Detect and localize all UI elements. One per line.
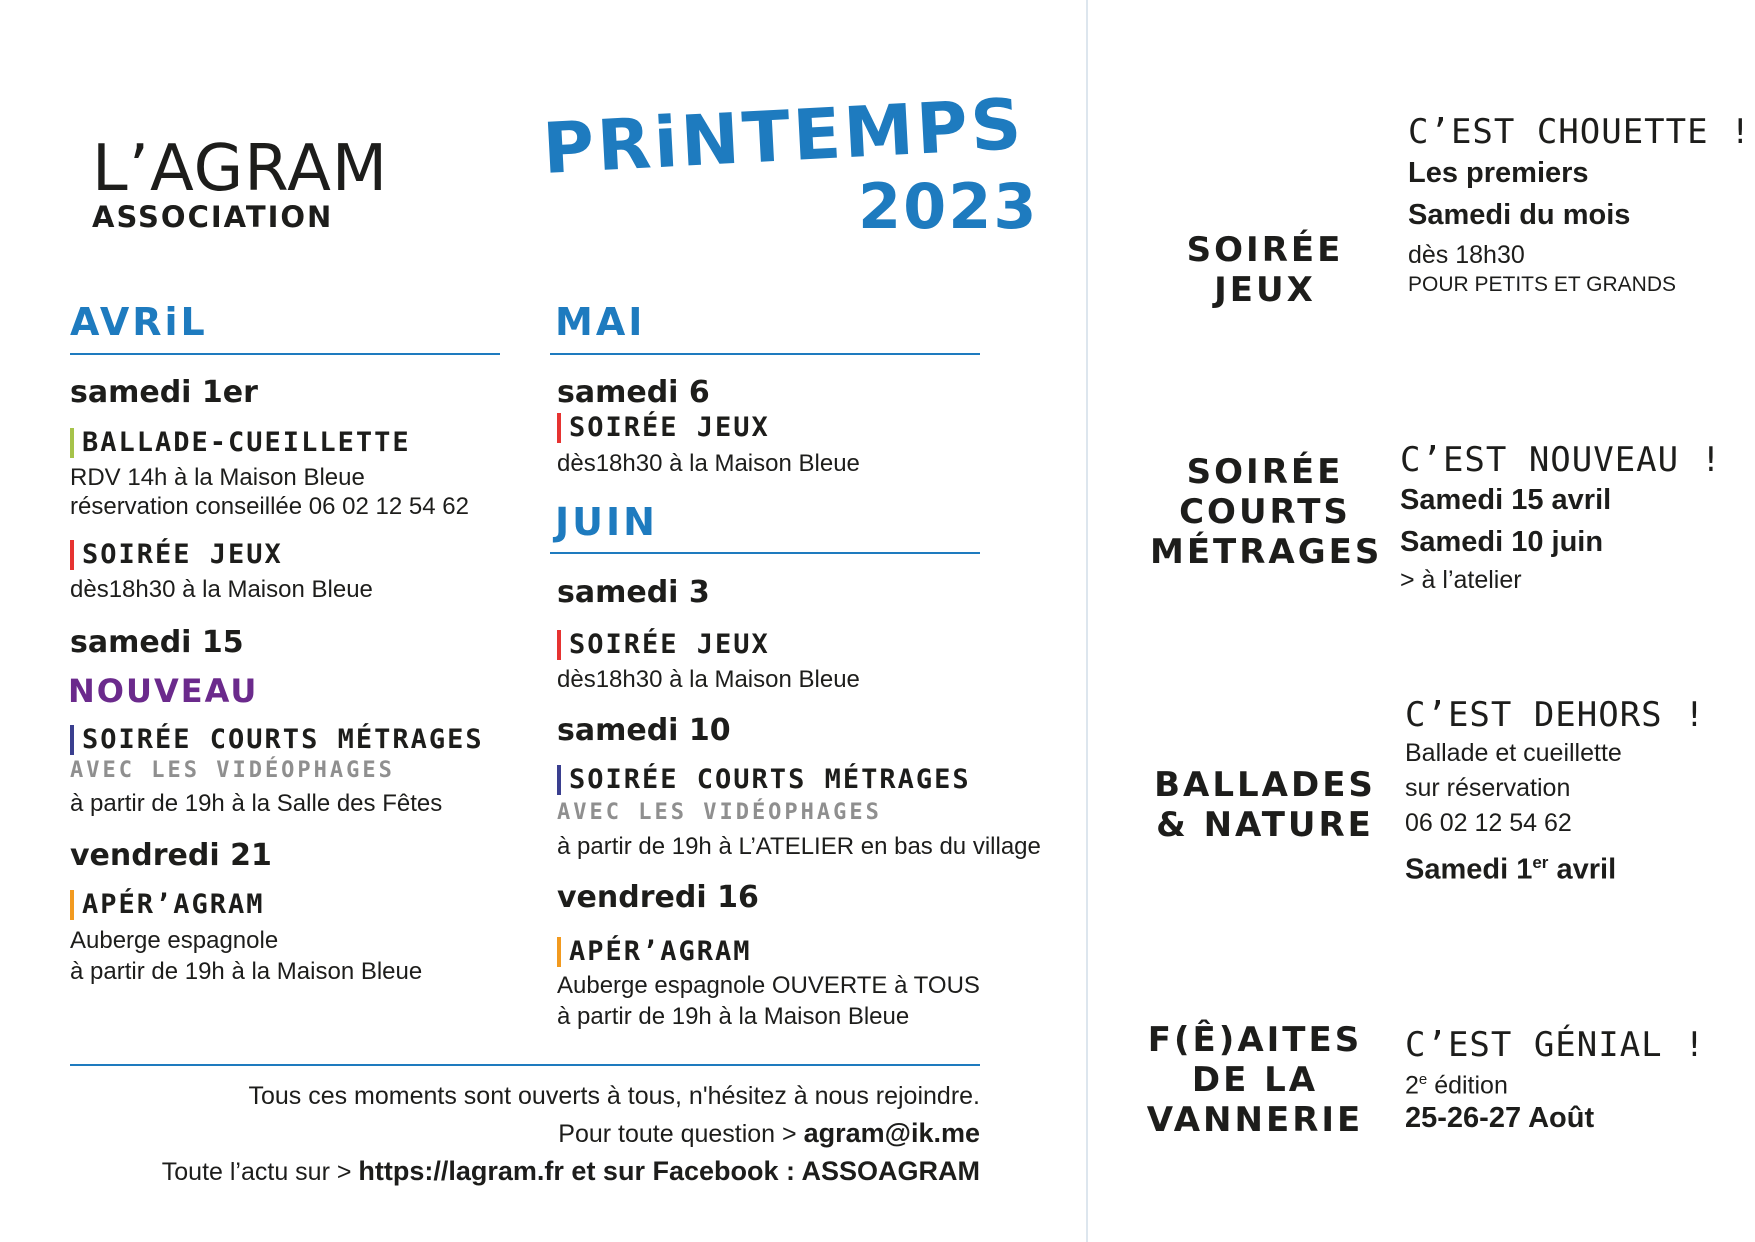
vannerie-dates: 25-26-27 Août: [1405, 1102, 1595, 1134]
day-label: samedi 1er: [70, 375, 258, 410]
courts-date: Samedi 15 avril: [1400, 484, 1612, 516]
footer-news-label: Toute l’actu sur >: [161, 1158, 359, 1186]
section-label-vannerie: [1140, 1020, 1370, 1140]
jeux-heading: C’EST CHOUETTE !: [1408, 112, 1752, 152]
footer-line-3: [162, 1156, 980, 1187]
label-line: MÉTRAGES: [1150, 532, 1383, 572]
vannerie-edition: [1405, 1063, 1508, 1102]
vannerie-heading: C’EST GÉNIAL !: [1405, 1025, 1706, 1065]
event-title: SOIRÉE COURTS MÉTRAGES: [70, 725, 484, 755]
label-line: & NATURE: [1156, 805, 1374, 845]
event-desc: Auberge espagnole: [70, 927, 279, 954]
event-subtitle: AVEC LES VIDÉOPHAGES: [70, 758, 395, 783]
logo-title: L’AGRAM: [92, 132, 389, 206]
footer-line-2: [558, 1118, 980, 1149]
ballades-date: [1405, 843, 1616, 890]
event-title: SOIRÉE JEUX: [557, 630, 770, 660]
section-label-courts: [1150, 452, 1383, 572]
event-desc: dès18h30 à la Maison Bleue: [557, 450, 860, 477]
divider-avril: [70, 353, 500, 355]
day-label: vendredi 16: [557, 880, 759, 915]
ballades-phone: 06 02 12 54 62: [1405, 809, 1572, 837]
jeux-bold-line: Les premiers: [1408, 157, 1589, 189]
day-label: samedi 3: [557, 575, 710, 610]
jeux-audience: POUR PETITS ET GRANDS: [1408, 273, 1676, 296]
label-line: SOIRÉE: [1186, 452, 1344, 492]
jeux-time: dès 18h30: [1408, 241, 1525, 269]
ballades-line: Ballade et cueillette: [1405, 739, 1622, 767]
nouveau-badge: NOUVEAU: [68, 672, 259, 710]
date-end: avril: [1548, 853, 1617, 886]
column-divider: [1086, 0, 1088, 1242]
edition-num: 2: [1405, 1071, 1419, 1100]
page-year: 2023: [858, 170, 1039, 243]
day-label: samedi 6: [557, 375, 710, 410]
label-line: F(Ê)AITES: [1147, 1020, 1363, 1060]
month-heading-avril: AVRiL: [70, 300, 208, 344]
facebook-handle[interactable]: ASSOAGRAM: [801, 1156, 980, 1186]
ballades-heading: C’EST DEHORS !: [1405, 695, 1706, 735]
edition-text: édition: [1427, 1071, 1508, 1100]
day-label: samedi 15: [70, 625, 244, 660]
day-label: samedi 10: [557, 713, 731, 748]
event-desc: à partir de 19h à la Maison Bleue: [557, 1003, 910, 1030]
event-title: APÉR’AGRAM: [70, 890, 265, 920]
date-main: Samedi 1: [1405, 853, 1533, 886]
section-label-ballades: [1150, 765, 1380, 845]
event-title: BALLADE-CUEILLETTE: [70, 428, 411, 458]
event-title: SOIRÉE JEUX: [70, 540, 283, 570]
footer-line-1: Tous ces moments sont ouverts à tous, n'hésitez à nous rejoindre.: [248, 1082, 980, 1110]
event-desc: réservation conseillée 06 02 12 54 62: [70, 493, 469, 520]
edition-sup: e: [1418, 1071, 1428, 1088]
label-line: COURTS: [1179, 492, 1351, 532]
event-desc: à partir de 19h à la Salle des Fêtes: [70, 790, 443, 817]
website-link[interactable]: https://lagram.fr et sur Facebook :: [358, 1156, 802, 1186]
event-desc: à partir de 19h à L’ATELIER en bas du village: [557, 833, 1041, 860]
month-heading-mai: MAI: [555, 300, 646, 344]
event-desc: RDV 14h à la Maison Bleue: [70, 464, 365, 491]
label-line: VANNERIE: [1146, 1100, 1364, 1140]
label-line: DE LA: [1191, 1060, 1319, 1100]
event-title: APÉR’AGRAM: [557, 937, 752, 967]
page-title: PRiNTEMPS: [540, 82, 1027, 190]
section-label-jeux: [1180, 230, 1350, 310]
event-subtitle: AVEC LES VIDÉOPHAGES: [557, 800, 882, 825]
divider-juin: [550, 552, 980, 554]
day-label: vendredi 21: [70, 838, 272, 873]
label-line: JEUX: [1214, 270, 1316, 310]
event-title: SOIRÉE COURTS MÉTRAGES: [557, 765, 971, 795]
contact-email-link[interactable]: agram@ik.me: [803, 1118, 980, 1148]
event-desc: dès18h30 à la Maison Bleue: [557, 666, 860, 693]
event-desc: dès18h30 à la Maison Bleue: [70, 576, 373, 603]
month-heading-juin: JUIN: [555, 500, 658, 544]
courts-place: > à l’atelier: [1400, 566, 1522, 594]
divider-mai: [550, 353, 980, 355]
footer-question-label: Pour toute question >: [558, 1120, 804, 1148]
event-desc: à partir de 19h à la Maison Bleue: [70, 958, 423, 985]
event-desc: Auberge espagnole OUVERTE à TOUS: [557, 972, 980, 999]
logo-subtitle: ASSOCIATION: [92, 200, 334, 234]
courts-date: Samedi 10 juin: [1400, 526, 1604, 558]
footer-divider: [70, 1064, 980, 1066]
ballades-line: sur réservation: [1405, 774, 1571, 802]
label-line: BALLADES: [1154, 765, 1376, 805]
event-title: SOIRÉE JEUX: [557, 413, 770, 443]
label-line: SOIRÉE: [1186, 230, 1344, 270]
jeux-bold-line: Samedi du mois: [1408, 199, 1631, 231]
date-sup: er: [1532, 853, 1549, 872]
courts-heading: C’EST NOUVEAU !: [1400, 440, 1723, 480]
